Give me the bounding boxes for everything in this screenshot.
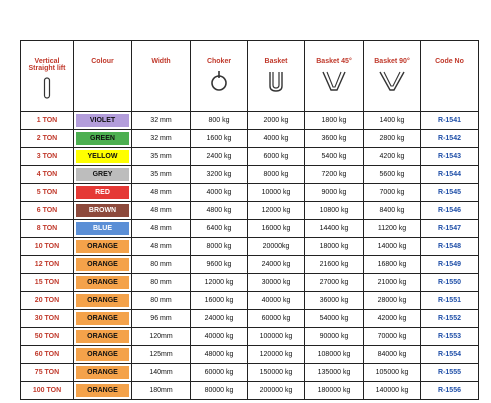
basket-cell: 20000kg	[248, 238, 305, 256]
colour-cell	[74, 238, 132, 256]
choker-cell: 800 kg	[191, 112, 248, 130]
basket-90-cell: 11200 kg	[364, 220, 421, 238]
width-cell: 32 mm	[132, 130, 191, 148]
choker-cell: 4800 kg	[191, 202, 248, 220]
capacity-cell: 12 TON	[21, 256, 74, 274]
choker-cell: 4000 kg	[191, 184, 248, 202]
colour-swatch: ORANGE	[76, 240, 129, 253]
basket-90-cell: 16800 kg	[364, 256, 421, 274]
table-row	[21, 292, 479, 310]
colour-cell	[74, 310, 132, 328]
choker-cell: 3200 kg	[191, 166, 248, 184]
width-cell: 125mm	[132, 346, 191, 364]
colour-swatch: VIOLET	[76, 114, 129, 127]
code-cell: R-1553	[421, 328, 479, 346]
capacity-cell: 3 TON	[21, 148, 74, 166]
width-cell: 80 mm	[132, 292, 191, 310]
width-cell: 48 mm	[132, 238, 191, 256]
colour-swatch: ORANGE	[76, 294, 129, 307]
width-cell: 48 mm	[132, 184, 191, 202]
code-cell: R-1548	[421, 238, 479, 256]
basket-cell: 8000 kg	[248, 166, 305, 184]
basket-90-cell: 4200 kg	[364, 148, 421, 166]
basket-45-cell: 3600 kg	[305, 130, 364, 148]
basket-90-cell: 5600 kg	[364, 166, 421, 184]
basket-cell: 30000 kg	[248, 274, 305, 292]
colour-cell	[74, 166, 132, 184]
width-cell: 80 mm	[132, 274, 191, 292]
table-row	[21, 112, 479, 130]
table-row	[21, 166, 479, 184]
code-cell: R-1547	[421, 220, 479, 238]
code-cell: R-1550	[421, 274, 479, 292]
colour-swatch: ORANGE	[76, 312, 129, 325]
basket-45-cell: 9000 kg	[305, 184, 364, 202]
basket-45-cell: 54000 kg	[305, 310, 364, 328]
colour-swatch: ORANGE	[76, 330, 129, 343]
colour-swatch: ORANGE	[76, 366, 129, 379]
colour-cell	[74, 148, 132, 166]
colour-swatch: RED	[76, 186, 129, 199]
header-width: Width	[132, 41, 191, 112]
sling-capacity-sheet	[20, 40, 478, 400]
basket-cell: 16000 kg	[248, 220, 305, 238]
code-cell: R-1549	[421, 256, 479, 274]
table-row	[21, 382, 479, 400]
choker-cell: 24000 kg	[191, 310, 248, 328]
width-cell: 35 mm	[132, 148, 191, 166]
vertical-lift-icon	[42, 77, 52, 99]
choker-cell: 16000 kg	[191, 292, 248, 310]
width-cell: 80 mm	[132, 256, 191, 274]
header-choker: Choker	[191, 41, 248, 112]
basket-45-cell: 90000 kg	[305, 328, 364, 346]
colour-cell	[74, 256, 132, 274]
table-row	[21, 310, 479, 328]
table-row	[21, 184, 479, 202]
basket-45-cell: 108000 kg	[305, 346, 364, 364]
colour-swatch: GREEN	[76, 132, 129, 145]
choker-cell: 8000 kg	[191, 238, 248, 256]
width-cell: 180mm	[132, 382, 191, 400]
capacity-cell: 60 TON	[21, 346, 74, 364]
colour-cell	[74, 202, 132, 220]
basket-cell: 6000 kg	[248, 148, 305, 166]
capacity-table	[20, 40, 479, 400]
choker-cell: 40000 kg	[191, 328, 248, 346]
header-basket: Basket	[248, 41, 305, 112]
colour-cell	[74, 130, 132, 148]
width-cell: 48 mm	[132, 202, 191, 220]
colour-cell	[74, 346, 132, 364]
basket-90-cell: 105000 kg	[364, 364, 421, 382]
code-cell: R-1541	[421, 112, 479, 130]
capacity-cell: 30 TON	[21, 310, 74, 328]
code-cell: R-1546	[421, 202, 479, 220]
capacity-cell: 50 TON	[21, 328, 74, 346]
choker-cell: 9600 kg	[191, 256, 248, 274]
choker-cell: 60000 kg	[191, 364, 248, 382]
code-cell: R-1555	[421, 364, 479, 382]
basket-45-cell: 36000 kg	[305, 292, 364, 310]
header-basket-45: Basket 45°	[305, 41, 364, 112]
header-vertical-label: Vertical Straight lift	[28, 58, 66, 72]
basket-45-cell: 5400 kg	[305, 148, 364, 166]
basket-90-cell: 14000 kg	[364, 238, 421, 256]
basket-45-cell: 10800 kg	[305, 202, 364, 220]
width-cell: 120mm	[132, 328, 191, 346]
basket-cell: 24000 kg	[248, 256, 305, 274]
basket-cell: 2000 kg	[248, 112, 305, 130]
basket-45-cell: 180000 kg	[305, 382, 364, 400]
basket-hitch-icon	[264, 70, 288, 94]
basket-45-cell: 18000 kg	[305, 238, 364, 256]
basket-90-cell: 28000 kg	[364, 292, 421, 310]
basket-cell: 100000 kg	[248, 328, 305, 346]
header-colour: Colour	[74, 41, 132, 112]
colour-cell	[74, 328, 132, 346]
colour-swatch: YELLOW	[76, 150, 129, 163]
choker-cell: 2400 kg	[191, 148, 248, 166]
header-vertical	[21, 41, 74, 112]
table-row	[21, 238, 479, 256]
colour-swatch: ORANGE	[76, 258, 129, 271]
table-row	[21, 274, 479, 292]
basket-45-cell: 21600 kg	[305, 256, 364, 274]
basket-90-cell: 21000 kg	[364, 274, 421, 292]
capacity-cell: 15 TON	[21, 274, 74, 292]
basket-45-cell: 7200 kg	[305, 166, 364, 184]
width-cell: 35 mm	[132, 166, 191, 184]
basket-90-cell: 7000 kg	[364, 184, 421, 202]
width-cell: 32 mm	[132, 112, 191, 130]
basket-cell: 200000 kg	[248, 382, 305, 400]
code-cell: R-1554	[421, 346, 479, 364]
choker-cell: 48000 kg	[191, 346, 248, 364]
basket-45-cell: 135000 kg	[305, 364, 364, 382]
colour-cell	[74, 364, 132, 382]
basket-90-cell: 140000 kg	[364, 382, 421, 400]
colour-swatch: GREY	[76, 168, 129, 181]
table-row	[21, 364, 479, 382]
basket-90-cell: 42000 kg	[364, 310, 421, 328]
basket-45-cell: 27000 kg	[305, 274, 364, 292]
code-cell: R-1544	[421, 166, 479, 184]
basket-cell: 40000 kg	[248, 292, 305, 310]
table-row	[21, 130, 479, 148]
colour-cell	[74, 184, 132, 202]
colour-swatch: ORANGE	[76, 384, 129, 397]
choker-cell: 6400 kg	[191, 220, 248, 238]
colour-swatch: ORANGE	[76, 276, 129, 289]
basket-45-cell: 1800 kg	[305, 112, 364, 130]
width-cell: 140mm	[132, 364, 191, 382]
header-row	[21, 41, 479, 112]
code-cell: R-1551	[421, 292, 479, 310]
table-row	[21, 202, 479, 220]
capacity-cell: 100 TON	[21, 382, 74, 400]
colour-cell	[74, 112, 132, 130]
basket-90-cell: 2800 kg	[364, 130, 421, 148]
header-basket-90: Basket 90°	[364, 41, 421, 112]
capacity-cell: 20 TON	[21, 292, 74, 310]
capacity-cell: 8 TON	[21, 220, 74, 238]
colour-swatch: BLUE	[76, 222, 129, 235]
code-cell: R-1542	[421, 130, 479, 148]
table-row	[21, 220, 479, 238]
basket-cell: 60000 kg	[248, 310, 305, 328]
code-cell: R-1552	[421, 310, 479, 328]
capacity-cell: 6 TON	[21, 202, 74, 220]
width-cell: 48 mm	[132, 220, 191, 238]
capacity-cell: 1 TON	[21, 112, 74, 130]
table-row	[21, 346, 479, 364]
code-cell: R-1545	[421, 184, 479, 202]
colour-cell	[74, 274, 132, 292]
basket-90-cell: 84000 kg	[364, 346, 421, 364]
basket-45-cell: 14400 kg	[305, 220, 364, 238]
width-cell: 96 mm	[132, 310, 191, 328]
basket-90-icon	[378, 70, 406, 94]
code-cell: R-1556	[421, 382, 479, 400]
basket-cell: 12000 kg	[248, 202, 305, 220]
header-code: Code No	[421, 41, 479, 112]
table-row	[21, 328, 479, 346]
capacity-cell: 4 TON	[21, 166, 74, 184]
colour-swatch: ORANGE	[76, 348, 129, 361]
capacity-cell: 75 TON	[21, 364, 74, 382]
colour-cell	[74, 382, 132, 400]
capacity-cell: 2 TON	[21, 130, 74, 148]
basket-45-icon	[320, 70, 348, 94]
basket-cell: 150000 kg	[248, 364, 305, 382]
choker-cell: 80000 kg	[191, 382, 248, 400]
capacity-cell: 5 TON	[21, 184, 74, 202]
choker-cell: 12000 kg	[191, 274, 248, 292]
choker-hitch-icon	[207, 70, 231, 94]
basket-90-cell: 1400 kg	[364, 112, 421, 130]
table-row	[21, 148, 479, 166]
table-row	[21, 256, 479, 274]
basket-cell: 10000 kg	[248, 184, 305, 202]
capacity-rows	[21, 112, 479, 400]
colour-cell	[74, 292, 132, 310]
code-cell: R-1543	[421, 148, 479, 166]
basket-cell: 4000 kg	[248, 130, 305, 148]
colour-swatch: BROWN	[76, 204, 129, 217]
choker-cell: 1600 kg	[191, 130, 248, 148]
basket-90-cell: 70000 kg	[364, 328, 421, 346]
capacity-cell: 10 TON	[21, 238, 74, 256]
basket-90-cell: 8400 kg	[364, 202, 421, 220]
basket-cell: 120000 kg	[248, 346, 305, 364]
colour-cell	[74, 220, 132, 238]
